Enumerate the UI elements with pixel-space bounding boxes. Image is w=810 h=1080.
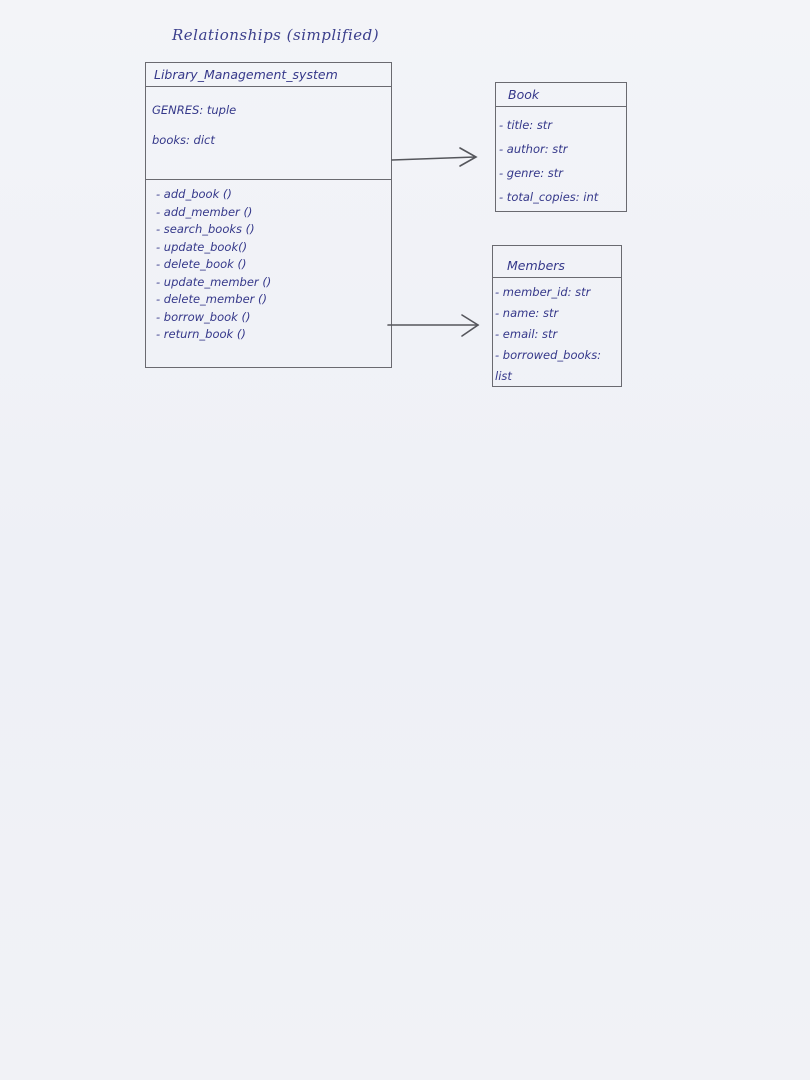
class-name: Book [496, 83, 626, 107]
method: - delete_member () [156, 292, 267, 306]
method: - borrow_book () [156, 309, 251, 324]
attribute: - name: str [495, 306, 559, 320]
method: - update_member () [156, 274, 272, 289]
attribute: GENRES: tuple [152, 103, 237, 117]
attribute: - borrowed_books: [495, 348, 602, 362]
method: - update_book() [156, 239, 248, 254]
class-name: Members [493, 246, 621, 278]
attribute: - genre: str [499, 166, 564, 180]
attribute: - email: str [495, 327, 558, 341]
method: - add_book () [156, 187, 232, 201]
arrow-library-to-members [388, 315, 478, 336]
method: - delete_book () [156, 257, 247, 271]
attribute: list [495, 369, 512, 383]
arrow-library-to-book [392, 148, 476, 166]
attribute: - member_id: str [495, 285, 591, 299]
method: - search_books () [156, 222, 255, 236]
attribute: - title: str [499, 118, 553, 132]
class-name: Library_Management_system [146, 63, 391, 87]
diagram-title: Relationships (simplified) [172, 26, 380, 44]
attribute: - total_copies: int [499, 190, 599, 204]
method: - add_member () [156, 204, 253, 219]
method: - return_book () [156, 327, 246, 341]
attribute: - author: str [499, 142, 568, 156]
attribute: books: dict [152, 133, 215, 147]
